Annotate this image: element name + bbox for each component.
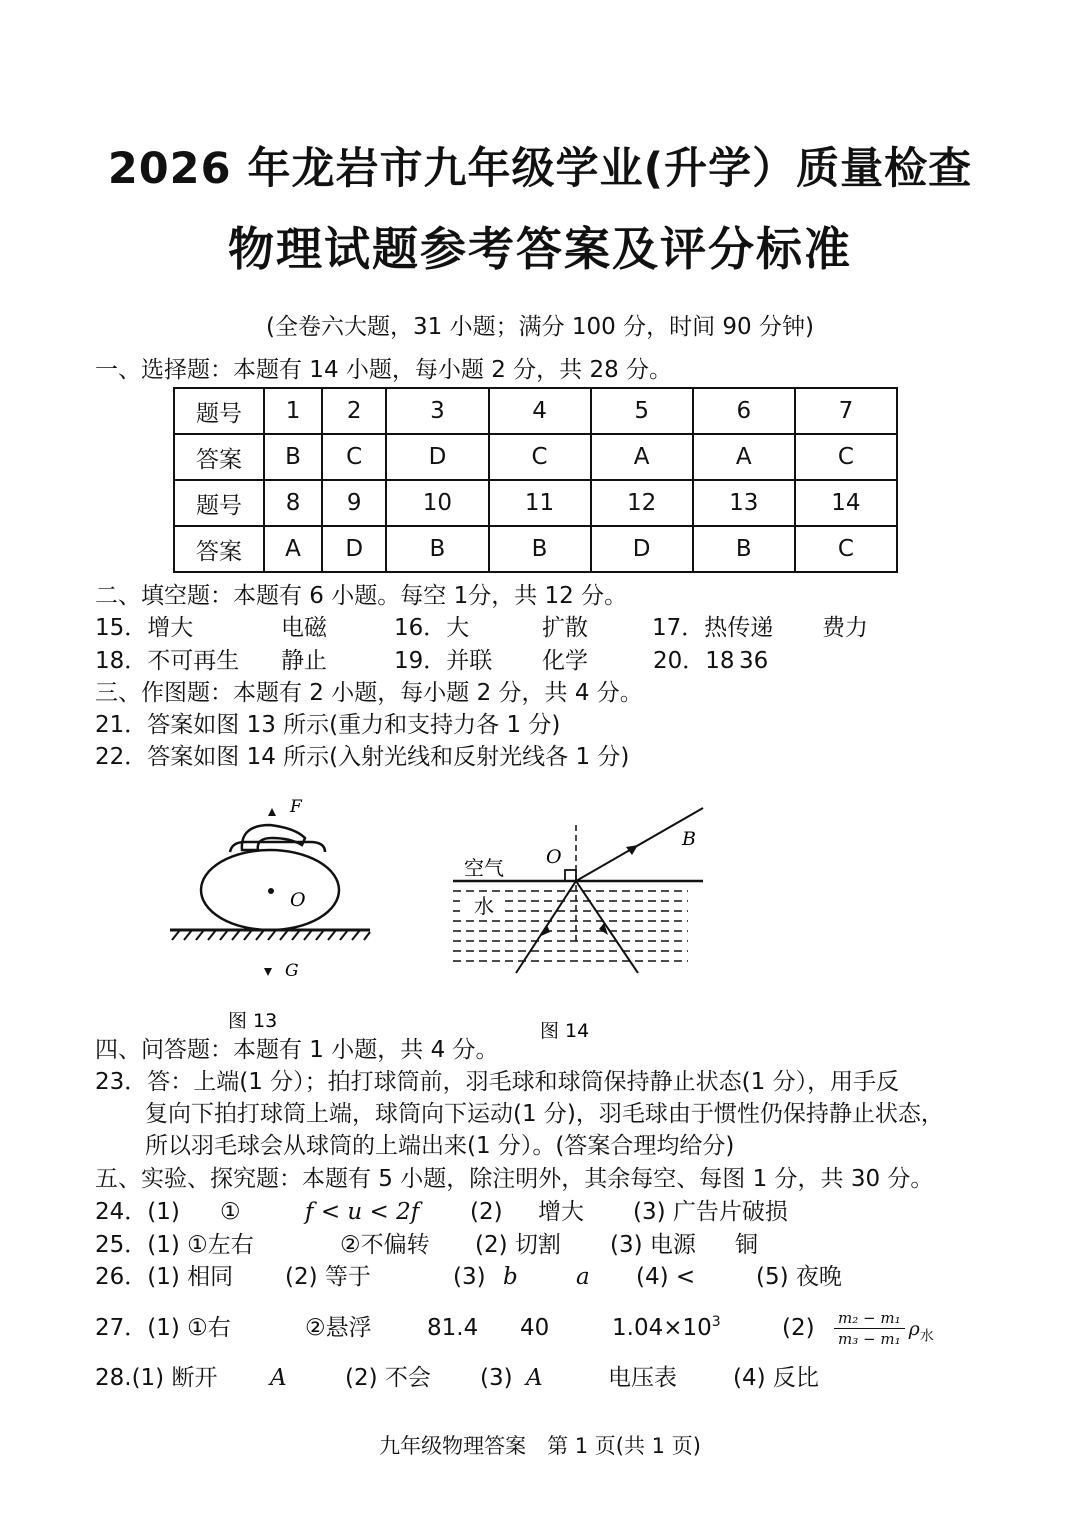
table-cell: 11 bbox=[489, 480, 591, 526]
table-cell: A bbox=[591, 434, 693, 480]
answer-28-num: 28.(1) 断开 bbox=[95, 1365, 218, 1391]
label-G: G bbox=[285, 961, 299, 981]
answer-27-fraction bbox=[834, 1308, 905, 1349]
answer-27-a3: 40 bbox=[520, 1314, 550, 1341]
answer-22: 22．答案如图 14 所示(入射光线和反射光线各 1 分) bbox=[95, 744, 630, 770]
label-water: 水 bbox=[474, 894, 494, 918]
table-header-cell: 题号 bbox=[174, 388, 264, 434]
answer-26-num: 26．(1) 相同 bbox=[95, 1264, 234, 1290]
answer-15b: 电磁 bbox=[281, 615, 327, 641]
answer-28-a2: (2) 不会 bbox=[345, 1365, 431, 1391]
answer-26-a3: b bbox=[503, 1264, 518, 1290]
answer-27-num: 27．(1) ①右 bbox=[95, 1314, 231, 1341]
answer-18b: 静止 bbox=[281, 648, 327, 674]
table-cell: 14 bbox=[795, 480, 897, 526]
table-header-cell: 答案 bbox=[174, 526, 264, 572]
table-cell: 3 bbox=[386, 388, 488, 434]
answer-16b: 扩散 bbox=[542, 615, 588, 641]
table-cell: D bbox=[386, 434, 488, 480]
answer-26-a4: a bbox=[576, 1264, 590, 1290]
answer-25-a1: ②不偏转 bbox=[340, 1232, 430, 1258]
table-cell: B bbox=[386, 526, 488, 572]
answer-25-a3: (3) 电源 bbox=[610, 1232, 696, 1258]
table-cell: 13 bbox=[693, 480, 795, 526]
answer-25-a4: 铜 bbox=[735, 1232, 758, 1258]
refracted-ray bbox=[576, 881, 638, 973]
answer-27-value: 1.04×10 bbox=[612, 1314, 712, 1341]
center-point bbox=[268, 888, 274, 894]
section4-heading: 四、问答题：本题有 1 小题，共 4 分。 bbox=[95, 1037, 499, 1063]
table-cell: 8 bbox=[264, 480, 322, 526]
answer-28-a3: (3) bbox=[480, 1365, 513, 1391]
page-footer: 九年级物理答案 第 1 页(共 1 页) bbox=[379, 1434, 701, 1458]
rho-symbol: ρ bbox=[908, 1317, 920, 1340]
table-header-cell: 题号 bbox=[174, 480, 264, 526]
answer-25-a2: (2) 切割 bbox=[475, 1232, 561, 1258]
table-cell: 4 bbox=[489, 388, 591, 434]
label-air: 空气 bbox=[464, 856, 504, 880]
table-cell: B bbox=[489, 526, 591, 572]
figure-13 bbox=[160, 790, 390, 1040]
answer-26-a2: (3) bbox=[453, 1264, 486, 1290]
answer-20: 20．18 bbox=[653, 648, 735, 674]
table-row bbox=[174, 526, 897, 572]
table-cell: A bbox=[693, 434, 795, 480]
answer-27-exponent: 3 bbox=[711, 1314, 721, 1330]
table-cell: D bbox=[322, 526, 386, 572]
answer-27-a1: ②悬浮 bbox=[305, 1314, 372, 1341]
answer-19: 19．并联 bbox=[394, 648, 493, 674]
answer-24-a3: (2) bbox=[470, 1199, 503, 1225]
table-cell: 2 bbox=[322, 388, 386, 434]
exam-note: (全卷六大题，31 小题；满分 100 分，时间 90 分钟) bbox=[266, 314, 814, 340]
force-G-arrow bbox=[264, 968, 272, 976]
label-B: B bbox=[682, 828, 696, 850]
answer-21: 21．答案如图 13 所示(重力和支持力各 1 分) bbox=[95, 712, 561, 738]
answer-19b: 化学 bbox=[542, 648, 588, 674]
answer-23-line2: 复向下拍打球筒上端，球筒向下运动(1 分)，羽毛球由于惯性仍保持静止状态， bbox=[145, 1101, 944, 1127]
right-angle-mark bbox=[565, 870, 576, 881]
answer-28-a4: A bbox=[526, 1365, 543, 1391]
figure-13-caption: 图 13 bbox=[228, 1010, 278, 1032]
answer-17: 17．热传递 bbox=[652, 615, 774, 641]
answer-24-a5: (3) 广告片破损 bbox=[633, 1199, 788, 1225]
answer-28-a6: (4) 反比 bbox=[733, 1365, 819, 1391]
label-O: O bbox=[546, 846, 562, 868]
document-subtitle: 物理试题参考答案及评分标准 bbox=[228, 222, 852, 276]
table-cell: B bbox=[693, 526, 795, 572]
ray-arrow bbox=[626, 845, 638, 855]
table-header-cell: 答案 bbox=[174, 434, 264, 480]
answer-24 bbox=[95, 1196, 788, 1228]
figure-14 bbox=[448, 795, 718, 1050]
answer-24-a1: ① bbox=[220, 1199, 241, 1225]
answer-26-a5: (4) < bbox=[636, 1264, 696, 1290]
answer-23-line3: 所以羽毛球会从球筒的上端出来(1 分）。(答案合理均给分) bbox=[145, 1133, 735, 1159]
answer-28-a5: 电压表 bbox=[608, 1365, 677, 1391]
answer-26-a6: (5) 夜晚 bbox=[756, 1264, 842, 1290]
table-cell: 6 bbox=[693, 388, 795, 434]
answer-27-a5: (2) bbox=[782, 1314, 815, 1341]
answer-23-line1: 23．答：上端(1 分）；拍打球筒前，羽毛球和球筒保持静止状态(1 分），用手反 bbox=[95, 1069, 900, 1095]
answer-26 bbox=[95, 1261, 842, 1293]
answer-line-18-20 bbox=[95, 645, 768, 677]
table-cell: C bbox=[322, 434, 386, 480]
answer-24-num: 24．(1) bbox=[95, 1199, 180, 1225]
table-cell: 10 bbox=[386, 480, 488, 526]
answer-15: 15．增大 bbox=[95, 615, 194, 641]
answer-26-a1: (2) 等于 bbox=[285, 1264, 371, 1290]
answer-18: 18．不可再生 bbox=[95, 648, 240, 674]
section1-heading: 一、选择题：本题有 14 小题，每小题 2 分，共 28 分。 bbox=[95, 357, 673, 383]
figure-14-caption: 图 14 bbox=[540, 1020, 590, 1042]
answer-27-a4 bbox=[612, 1306, 782, 1344]
answer-25-num: 25．(1) ①左右 bbox=[95, 1232, 254, 1258]
table-row bbox=[174, 480, 897, 526]
answer-24-a4: 增大 bbox=[538, 1199, 584, 1225]
section2-heading: 二、填空题：本题有 6 小题。每空 1分，共 12 分。 bbox=[95, 583, 628, 609]
fraction-numerator: m₂ − m₁ bbox=[834, 1308, 905, 1329]
answer-table bbox=[173, 387, 898, 573]
label-O: O bbox=[290, 889, 306, 911]
table-row bbox=[174, 434, 897, 480]
answer-28 bbox=[95, 1362, 819, 1394]
table-cell: C bbox=[795, 434, 897, 480]
section3-heading: 三、作图题：本题有 2 小题，每小题 2 分，共 4 分。 bbox=[95, 680, 643, 706]
table-cell: D bbox=[591, 526, 693, 572]
table-cell: B bbox=[264, 434, 322, 480]
answer-17b: 费力 bbox=[822, 615, 868, 641]
table-cell: 5 bbox=[591, 388, 693, 434]
answer-25 bbox=[95, 1229, 758, 1261]
table-cell: 12 bbox=[591, 480, 693, 526]
answer-24-a2: f < u < 2f bbox=[305, 1199, 420, 1225]
answer-28-a1: A bbox=[270, 1365, 287, 1391]
table-cell: 9 bbox=[322, 480, 386, 526]
table-cell: A bbox=[264, 526, 322, 572]
answer-line-15-17 bbox=[95, 612, 868, 644]
table-cell: 1 bbox=[264, 388, 322, 434]
section5-heading: 五、实验、探究题：本题有 5 小题，除注明外，其余每空、每图 1 分，共 30 分。 bbox=[95, 1166, 934, 1192]
table-cell: C bbox=[795, 526, 897, 572]
label-F: F bbox=[290, 797, 302, 817]
table-cell: C bbox=[489, 434, 591, 480]
force-F-arrow bbox=[268, 808, 276, 816]
answer-20b: 36 bbox=[739, 648, 769, 674]
answer-27-a2: 81.4 bbox=[427, 1314, 479, 1341]
table-row bbox=[174, 388, 897, 434]
ground-surface bbox=[170, 930, 370, 940]
rho-subscript: 水 bbox=[919, 1328, 934, 1345]
curling-stone-icon bbox=[201, 825, 339, 930]
document-title: 2026 年龙岩市九年级学业(升学）质量检查 bbox=[107, 144, 973, 194]
table-cell: 7 bbox=[795, 388, 897, 434]
answer-27 bbox=[95, 1306, 934, 1352]
fraction-denominator: m₃ − m₁ bbox=[838, 1329, 901, 1348]
answer-16: 16．大 bbox=[394, 615, 470, 641]
